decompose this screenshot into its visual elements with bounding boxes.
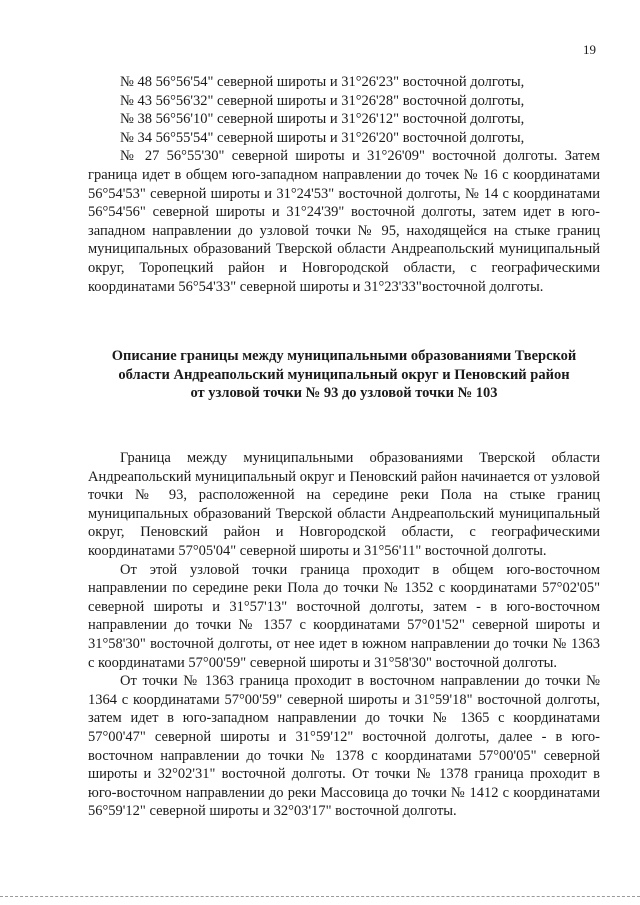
boundary-paragraph: № 27 56°55'30" северной широты и 31°26'09" восточной долготы. Затем граница идет в общем юго-западном направлении до точек № 16 с координатами 56°54'53" северной широты и 31°24'53" восточной долготы, № 14 с координатами 56°54'56" северной широты и 31°24'39" восточной долготы, затем идет в юго-западном направлении до узловой точки № 95, находящейся на стыке границ муниципальных образований Тверской области Андреапольский муниципальный округ, Торопецкий район и Новгородской области, с географическими координатами 56°54'33" северной широты и 31°23'33"восточной долготы.: [88, 148, 600, 295]
coordinate-line: № 34 56°55'54" северной широты и 31°26'20" восточной долготы,: [120, 129, 525, 146]
section-heading: [80, 347, 608, 403]
heading-line: Описание границы между муниципальными образованиями Тверской: [111, 348, 577, 364]
heading-line: области Андреапольский муниципальный округ и Пеновский район: [118, 366, 570, 383]
coordinates-continuation: [88, 73, 600, 296]
page-bottom-rule: [0, 896, 640, 897]
coordinate-line: № 38 56°56'10" северной широты и 31°26'12" восточной долготы,: [120, 111, 525, 128]
boundary-paragraph: От этой узловой точки граница проходит в общем юго-восточном направлении по середине реки Пола до точки № 1352 с координатами 57°02'05" северной широты и 31°57'13" восточной долготы, затем - в юго-восточном направлении до точки № 1357 с координатами 57°01'52" северной широты и 31°58'30" восточной долготы, от нее идет в южном направлении до точки № 1363 с координатами 57°00'59" северной широты и 31°58'30" восточной долготы.: [88, 561, 600, 671]
boundary-description: [88, 449, 600, 821]
coordinate-line: № 43 56°56'32" северной широты и 31°26'28" восточной долготы,: [120, 92, 525, 109]
heading-line: от узловой точки № 93 до узловой точки № 103: [190, 385, 498, 402]
page-number: 19: [583, 42, 596, 57]
coordinate-line: № 48 56°56'54" северной широты и 31°26'23" восточной долготы,: [120, 74, 525, 90]
boundary-paragraph: От точки № 1363 граница проходит в восточном направлении до точки № 1364 с координатами 57°00'59" северной широты и 31°59'18" восточной долготы, затем идет в юго-западном направлении до точки № 1365 с координатами 57°00'47" северной широты и 31°59'12" восточной долготы, далее - в юго-восточном направлении до точки № 1378 с координатами 57°00'05" северной широты и 32°02'31" восточной долготы. От точки № 1378 граница проходит в юго-восточном направлении до реки Массовица до точки № 1412 с координатами 56°59'12" северной широты и 32°03'17" восточной долготы.: [88, 673, 600, 820]
boundary-paragraph: Граница между муниципальными образованиями Тверской области Андреапольский муниципальный округ и Пеновский район начинается от узловой точки № 93, расположенной на середине реки Пола на стыке границ муниципальных образований Тверской области Андреапольский муниципальный округ, Пеновский район и Новгородской области, с географическими координатами 57°05'04" северной широты и 31°56'11" восточной долготы.: [88, 450, 600, 559]
